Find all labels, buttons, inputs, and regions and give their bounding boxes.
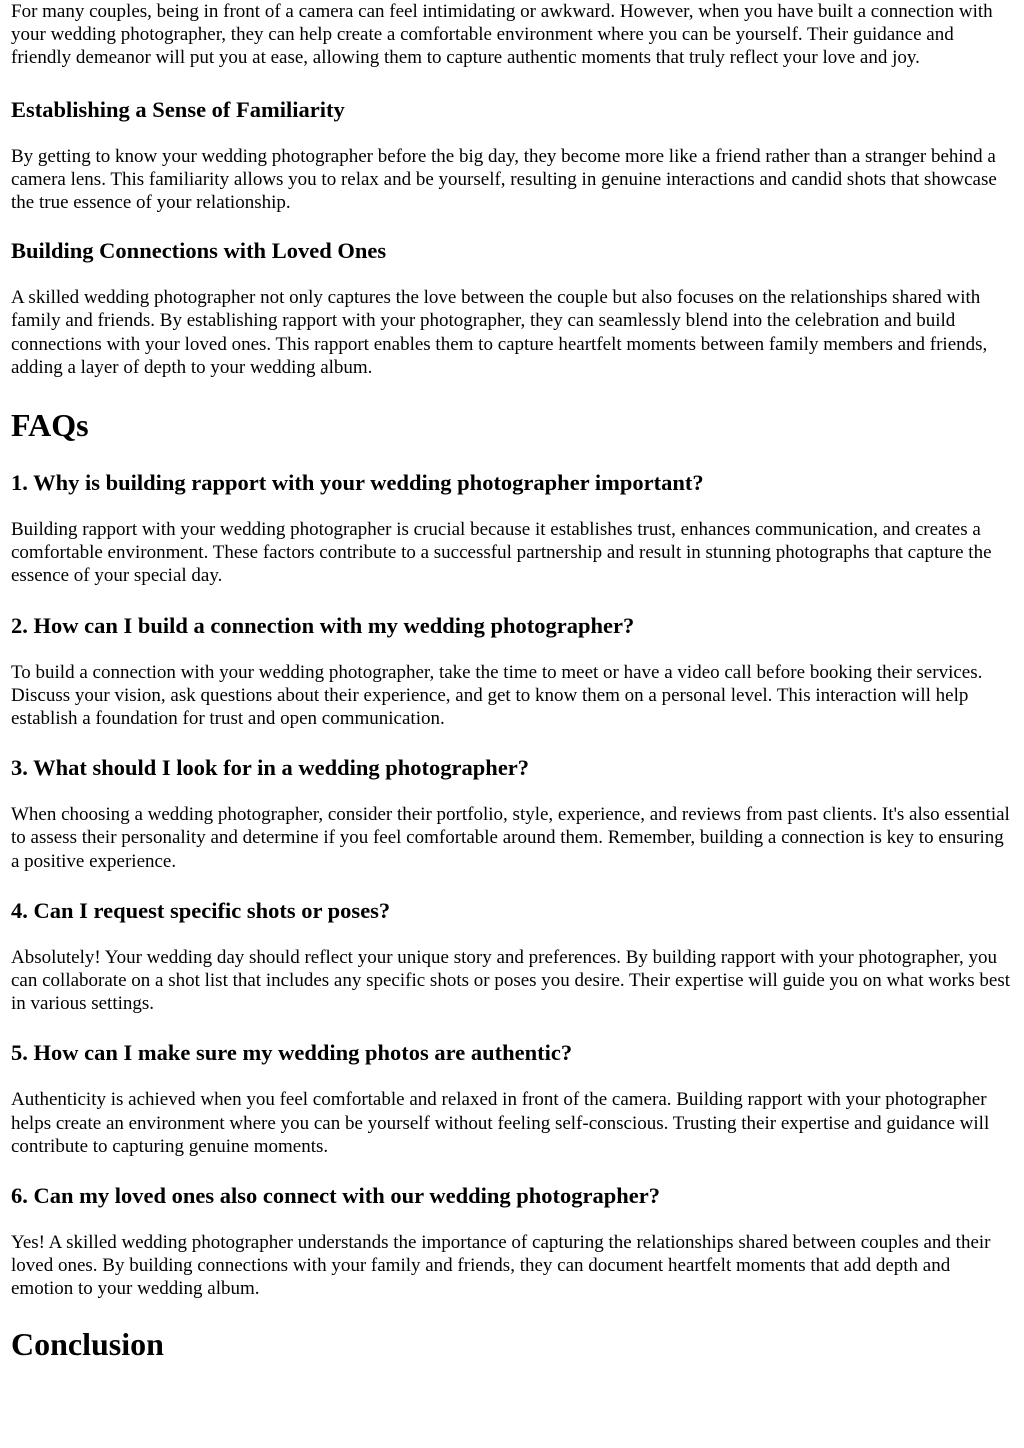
faqs-heading: FAQs [11, 407, 89, 444]
faq-question-3: 3. What should I look for in a wedding photographer? [11, 755, 530, 781]
faq-question-6: 6. Can my loved ones also connect with our wedding photographer? [11, 1183, 661, 1209]
faq-answer-1: Building rapport with your wedding photographer is crucial because it establishes trust, enhances communication, and creates a comfortable environment. These factors contribute to a successful partnership and result in stunning photographs that capture the essence of your special day. [11, 519, 992, 587]
faq-answer-4: Absolutely! Your wedding day should reflect your unique story and preferences. By building rapport with your photographer, you can collaborate on a shot list that includes any specific shots or poses you desire. Their expertise will guide you on what works best in various settings. [11, 946, 1011, 1015]
section-heading-loved-ones: Building Connections with Loved Ones [11, 238, 387, 264]
section-body-loved-ones: A skilled wedding photographer not only captures the love between the couple but also focuses on the relationships shared with family and friends. By establishing rapport with your photographer, they can seamlessly blend into the celebration and build connections with your loved ones. This rapport enables them to capture heartfelt moments between family members and friends, adding a layer of depth to your wedding album. [11, 287, 988, 378]
faq-answer-3: When choosing a wedding photographer, consider their portfolio, style, experience, and reviews from past clients. It's also essential to assess their personality and determine if you feel comfortable around them. Remember, building a connection is key to ensuring a positive experience. [11, 804, 1010, 872]
conclusion-heading: Conclusion [11, 1325, 164, 1362]
faq-question-2: 2. How can I build a connection with my wedding photographer? [11, 612, 635, 638]
faq-question-1: 1. Why is building rapport with your wedding photographer important? [11, 470, 704, 496]
faq-answer-6: Yes! A skilled wedding photographer understands the importance of capturing the relationships shared between couples and their loved ones. By building connections with your family and friends, they can document heartfelt moments that add depth and emotion to your wedding album. [11, 1232, 991, 1300]
intro-paragraph: For many couples, being in front of a camera can feel intimidating or awkward. However, when you have built a connection with your wedding photographer, they can help create a comfortable environment where you can be yourself. Their guidance and friendly demeanor will put you at ease, allowing them to capture authentic moments that truly reflect your love and joy. [11, 1, 993, 69]
section-heading-familiarity: Establishing a Sense of Familiarity [11, 96, 345, 122]
faq-question-4: 4. Can I request specific shots or poses? [11, 897, 391, 923]
section-body-familiarity: By getting to know your wedding photographer before the big day, they become more like a friend rather than a stranger behind a camera lens. This familiarity allows you to relax and be yourself, resulting in genuine interactions and candid shots that showcase the true essence of your relationship. [11, 145, 997, 214]
faq-answer-2: To build a connection with your wedding photographer, take the time to meet or have a video call before booking their services. Discuss your vision, ask questions about their experience, and get to know them on a personal level. This interaction will help establish a foundation for trust and open communication. [11, 661, 983, 730]
faq-answer-5: Authenticity is achieved when you feel comfortable and relaxed in front of the camera. Building rapport with your photographer helps create an environment where you can be yourself without feeling self-conscious. Trusting their expertise and guidance will contribute to capturing genuine moments. [11, 1089, 990, 1157]
faq-question-5: 5. How can I make sure my wedding photos are authentic? [11, 1040, 573, 1066]
